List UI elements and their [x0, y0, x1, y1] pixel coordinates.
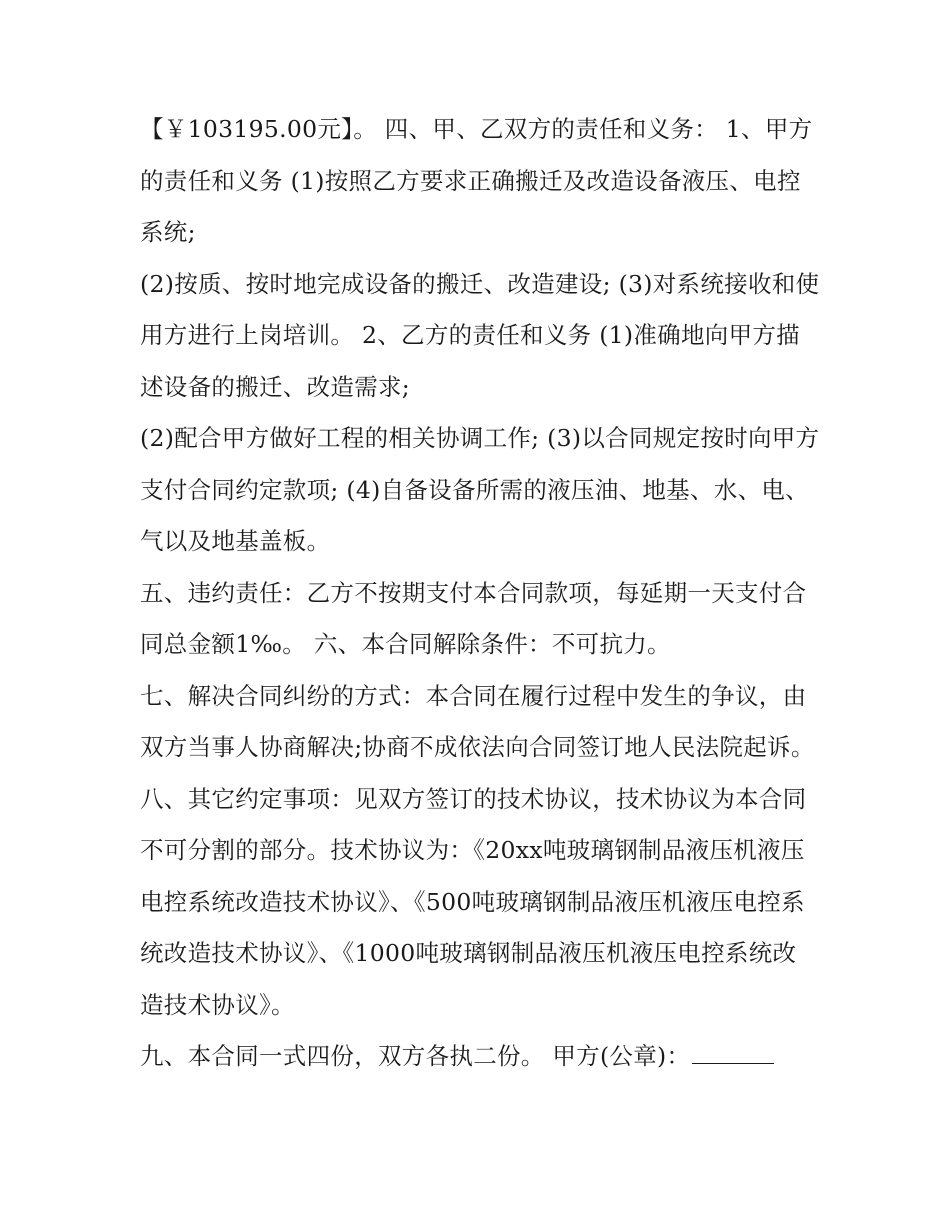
- paragraph-party-b-duties: (2)配合甲方做好工程的相关协调工作; (3)以合同规定按时向甲方支付合同约定款项; (4)自备设备所需的液压油、地基、水、电、气以及地基盖板。: [140, 424, 820, 555]
- signature-line-text: 九、本合同一式四份，双方各执二份。 甲方(公章)：: [140, 1042, 691, 1070]
- paragraph-party-a-duties: (2)按质、按时地完成设备的搬迁、改造建设; (3)对系统接收和使用方进行上岗培训。 2、乙方的责任和义务 (1)准确地向甲方描述设备的搬迁、改造需求;: [140, 269, 820, 401]
- paragraph-payment-and-duties: 【￥103195.00元】。 四、甲、乙双方的责任和义务： 1、甲方的责任和义务 (1)按照乙方要求正确搬迁及改造设备液压、电控系统;: [140, 115, 813, 246]
- paragraph-copies-and-signature: [140, 1031, 820, 1083]
- paragraph-dispute-resolution: 七、解决合同纠纷的方式：本合同在履行过程中发生的争议，由双方当事人协商解决;协商不成依法向合同签订地人民法院起诉。: [140, 681, 815, 761]
- paragraph-other-terms: 八、其它约定事项：见双方签订的技术协议，技术协议为本合同不可分割的部分。技术协议为：《20xx吨玻璃钢制品液压机液压电控系统改造技术协议》、《500吨玻璃钢制品液压机液压电控系统改造技术协议》、《1000吨玻璃钢制品液压机液压电控系统改造技术协议》。: [140, 784, 807, 1019]
- paragraph-breach-liability: 五、违约责任：乙方不按期支付本合同款项，每延期一天支付合同总金额1‰。 六、本合同解除条件：不可抗力。: [140, 578, 807, 658]
- signature-blank-line: [692, 1039, 774, 1064]
- document-body: [140, 104, 820, 1083]
